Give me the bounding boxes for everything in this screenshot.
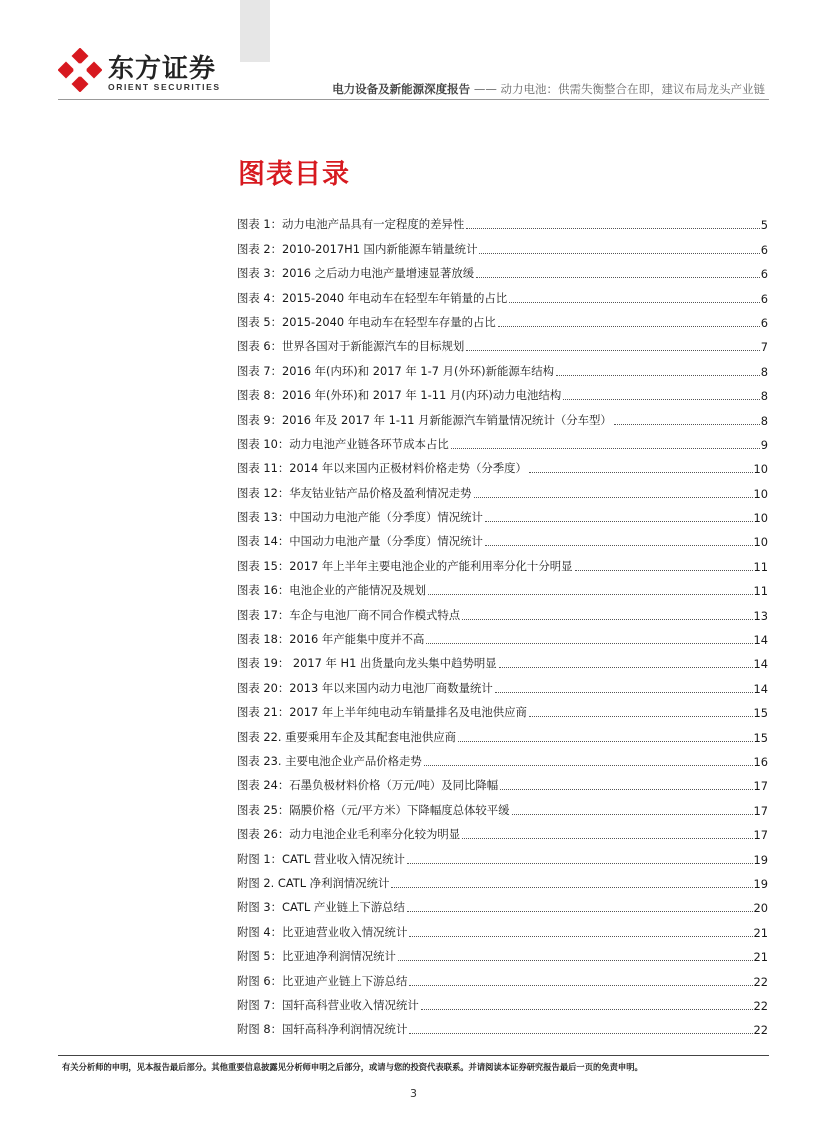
toc-leader-dots [409, 935, 752, 937]
logo-english-name: ORIENT SECURITIES [108, 82, 221, 92]
toc-entry-page: 22 [753, 974, 768, 989]
toc-entry[interactable] [237, 623, 768, 647]
toc-entry-label: 图表 14：中国动力电池产量（分季度）情况统计 [237, 534, 483, 549]
toc-entry-page: 8 [760, 413, 768, 428]
toc-entry-label: 附图 4：比亚迪营业收入情况统计 [237, 924, 408, 939]
toc-entry[interactable] [237, 720, 768, 744]
toc-entry[interactable] [237, 379, 768, 403]
toc-entry-page: 21 [753, 950, 768, 965]
toc-leader-dots [398, 959, 753, 961]
toc-entry-page: 14 [753, 681, 768, 696]
toc-entry-page: 6 [760, 291, 768, 306]
toc-entry[interactable] [237, 1013, 768, 1037]
toc-leader-dots [498, 325, 760, 327]
toc-leader-dots [575, 569, 753, 571]
toc-entry-page: 22 [753, 1023, 768, 1038]
toc-entry-page: 10 [753, 486, 768, 501]
toc-leader-dots [529, 471, 753, 473]
toc-leader-dots [500, 788, 752, 790]
toc-entry-label: 图表 25：隔膜价格（元/平方米）下降幅度总体较平缓 [237, 802, 510, 817]
toc-leader-dots [466, 227, 759, 229]
toc-entry-label: 图表 19： 2017 年 H1 出货量向龙头集中趋势明显 [237, 656, 497, 671]
toc-leader-dots [466, 349, 759, 351]
toc-entry-page: 8 [760, 389, 768, 404]
toc-entry[interactable] [237, 818, 768, 842]
toc-entry-page: 17 [753, 828, 768, 843]
toc-entry-page: 20 [753, 901, 768, 916]
toc-entry-page: 21 [753, 925, 768, 940]
toc-leader-dots [409, 984, 752, 986]
toc-leader-dots [495, 691, 753, 693]
toc-entry[interactable] [237, 915, 768, 939]
footer-divider [58, 1055, 769, 1056]
toc-entry-label: 附图 3：CATL 产业链上下游总结 [237, 900, 405, 915]
header-divider [58, 99, 769, 100]
header-separator: —— [470, 82, 501, 96]
toc-entry-label: 图表 15：2017 年上半年主要电池企业的产能利用率分化十分明显 [237, 558, 573, 573]
toc-leader-dots [421, 1008, 753, 1010]
toc-leader-dots [409, 1032, 752, 1034]
page-number: 3 [410, 1087, 417, 1100]
toc-leader-dots [512, 813, 753, 815]
report-title: 动力电池：供需失衡整合在即，建议布局龙头产业链 [500, 82, 765, 96]
toc-entry-page: 7 [760, 340, 768, 355]
toc-entry-page: 19 [753, 876, 768, 891]
toc-entry[interactable] [237, 671, 768, 695]
toc-entry[interactable] [237, 403, 768, 427]
toc-entry[interactable] [237, 354, 768, 378]
toc-leader-dots [428, 593, 753, 595]
toc-entry-label: 图表 6：世界各国对于新能源汽车的目标规划 [237, 339, 465, 354]
toc-entry[interactable] [237, 989, 768, 1013]
toc-entry-label: 图表 9：2016 年及 2017 年 1-11 月新能源汽车销量情况统计（分车型） [237, 412, 612, 427]
toc-entry[interactable] [237, 598, 768, 622]
toc-leader-dots [556, 374, 760, 376]
toc-entry-page: 15 [753, 706, 768, 721]
toc-entry-page: 9 [760, 437, 768, 452]
toc-entry-page: 8 [760, 364, 768, 379]
toc-entry[interactable] [237, 964, 768, 988]
toc-entry[interactable] [237, 306, 768, 330]
toc-leader-dots [509, 301, 760, 303]
toc-entry-page: 19 [753, 852, 768, 867]
toc-leader-dots [451, 447, 760, 449]
toc-leader-dots [476, 276, 760, 278]
toc-leader-dots [529, 715, 753, 717]
toc-entry-label: 图表 23. 主要电池企业产品价格走势 [237, 753, 422, 768]
logo-chinese-name: 东方证券 [108, 54, 217, 84]
toc-entry[interactable] [237, 867, 768, 891]
toc-entry-label: 图表 7：2016 年(内环)和 2017 年 1-7 月(外环)新能源车结构 [237, 363, 554, 378]
table-of-figures [237, 208, 768, 1037]
toc-entry-label: 图表 5：2015-2040 年电动车在轻型车存量的占比 [237, 314, 496, 329]
toc-leader-dots [407, 862, 753, 864]
toc-entry-label: 图表 4：2015-2040 年电动车在轻型车年销量的占比 [237, 290, 508, 305]
toc-entry-page: 11 [753, 584, 768, 599]
toc-entry[interactable] [237, 793, 768, 817]
toc-entry-label: 图表 22. 重要乘用车企及其配套电池供应商 [237, 729, 456, 744]
toc-entry[interactable] [237, 525, 768, 549]
toc-leader-dots [485, 544, 753, 546]
toc-entry[interactable] [237, 842, 768, 866]
toc-entry-label: 图表 20：2013 年以来国内动力电池厂商数量统计 [237, 680, 493, 695]
toc-leader-dots [424, 764, 753, 766]
toc-entry-page: 15 [753, 730, 768, 745]
report-type: 电力设备及新能源深度报告 [332, 82, 471, 96]
header-gray-strip [240, 0, 270, 62]
toc-entry-page: 10 [753, 462, 768, 477]
toc-entry[interactable] [237, 232, 768, 256]
toc-leader-dots [479, 252, 759, 254]
toc-entry[interactable] [237, 257, 768, 281]
toc-entry-label: 附图 7：国轩高科营业收入情况统计 [237, 997, 419, 1012]
toc-entry-label: 附图 6：比亚迪产业链上下游总结 [237, 973, 408, 988]
toc-leader-dots [462, 618, 752, 620]
toc-entry-label: 图表 21：2017 年上半年纯电动车销量排名及电池供应商 [237, 705, 527, 720]
toc-entry-label: 图表 16：电池企业的产能情况及规划 [237, 583, 426, 598]
toc-entry[interactable] [237, 330, 768, 354]
toc-entry-page: 6 [760, 267, 768, 282]
toc-entry-page: 16 [753, 754, 768, 769]
toc-entry-page: 17 [753, 803, 768, 818]
toc-entry[interactable] [237, 696, 768, 720]
toc-entry-label: 图表 1：动力电池产品具有一定程度的差异性 [237, 217, 465, 232]
toc-entry-page: 17 [753, 779, 768, 794]
toc-leader-dots [407, 910, 753, 912]
toc-entry[interactable] [237, 476, 768, 500]
toc-entry[interactable] [237, 281, 768, 305]
toc-entry-label: 附图 8：国轩高科净利润情况统计 [237, 1022, 408, 1037]
toc-entry[interactable] [237, 549, 768, 573]
toc-entry[interactable] [237, 452, 768, 476]
page-title: 图表目录 [238, 159, 350, 190]
toc-entry-page: 14 [753, 633, 768, 648]
toc-entry-page: 5 [760, 218, 768, 233]
toc-leader-dots [458, 740, 753, 742]
toc-entry-label: 图表 8：2016 年(外环)和 2017 年 1-11 月(内环)动力电池结构 [237, 388, 562, 403]
toc-entry[interactable] [237, 769, 768, 793]
toc-entry-page: 11 [753, 559, 768, 574]
toc-entry[interactable] [237, 428, 768, 452]
toc-entry[interactable] [237, 891, 768, 915]
toc-entry-label: 附图 1：CATL 营业收入情况统计 [237, 851, 405, 866]
toc-leader-dots [499, 666, 753, 668]
toc-entry[interactable] [237, 745, 768, 769]
toc-leader-dots [391, 886, 752, 888]
toc-entry-label: 附图 5：比亚迪净利润情况统计 [237, 949, 396, 964]
toc-entry-label: 图表 13：中国动力电池产能（分季度）情况统计 [237, 510, 483, 525]
toc-entry-label: 图表 18：2016 年产能集中度并不高 [237, 632, 425, 647]
toc-entry-label: 图表 11：2014 年以来国内正极材料价格走势（分季度） [237, 461, 527, 476]
toc-leader-dots [563, 398, 760, 400]
toc-entry-label: 图表 3：2016 之后动力电池产量增速显著放缓 [237, 266, 475, 281]
toc-entry-page: 6 [760, 242, 768, 257]
toc-entry-page: 10 [753, 535, 768, 550]
toc-entry-page: 22 [753, 998, 768, 1013]
toc-entry-label: 附图 2. CATL 净利润情况统计 [237, 875, 390, 890]
toc-entry-label: 图表 26：动力电池企业毛利率分化较为明显 [237, 827, 461, 842]
toc-entry-page: 13 [753, 608, 768, 623]
company-logo [58, 48, 238, 98]
toc-entry[interactable] [237, 647, 768, 671]
orient-securities-logo-icon [58, 48, 102, 92]
report-header [332, 81, 765, 97]
toc-entry[interactable] [237, 940, 768, 964]
toc-entry[interactable] [237, 501, 768, 525]
toc-entry-page: 6 [760, 315, 768, 330]
toc-entry-label: 图表 2：2010-2017H1 国内新能源车销量统计 [237, 241, 478, 256]
toc-entry-label: 图表 24：石墨负极材料价格（万元/吨）及同比降幅 [237, 778, 499, 793]
toc-entry-page: 10 [753, 511, 768, 526]
toc-leader-dots [485, 520, 753, 522]
toc-entry-label: 图表 10：动力电池产业链各环节成本占比 [237, 436, 449, 451]
toc-entry-label: 图表 12：华友钴业钴产品价格及盈利情况走势 [237, 485, 472, 500]
footer-disclaimer: 有关分析师的申明，见本报告最后部分。其他重要信息披露见分析师申明之后部分，或请与您的投资代表联系。并请阅读本证券研究报告最后一页的免责申明。 [62, 1062, 643, 1072]
toc-leader-dots [474, 496, 753, 498]
toc-leader-dots [462, 837, 752, 839]
toc-entry[interactable] [237, 574, 768, 598]
toc-entry-label: 图表 17：车企与电池厂商不同合作模式特点 [237, 607, 461, 622]
toc-entry[interactable] [237, 208, 768, 232]
toc-entry-page: 14 [753, 657, 768, 672]
toc-leader-dots [426, 642, 752, 644]
toc-leader-dots [614, 423, 760, 425]
